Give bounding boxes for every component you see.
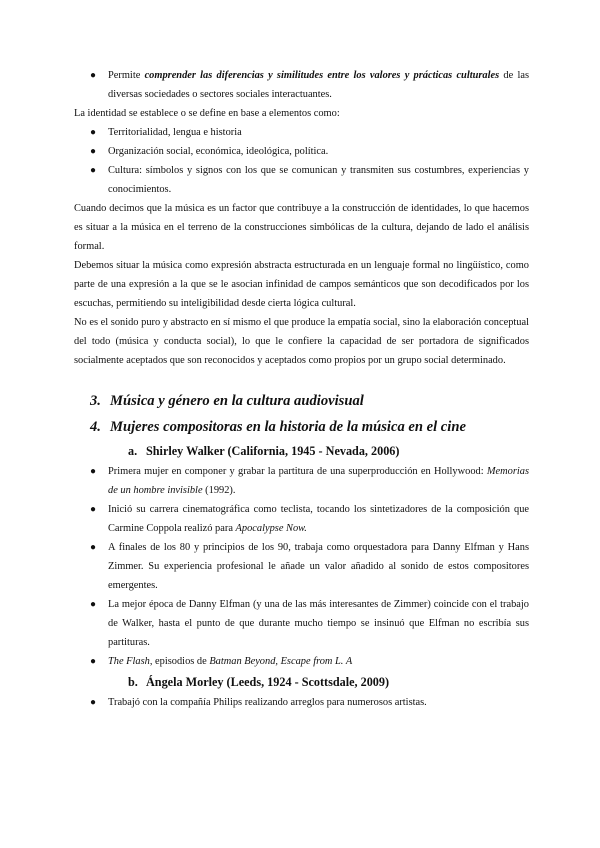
item-text: (1992). bbox=[202, 485, 236, 496]
list-item bbox=[74, 142, 529, 161]
spacer bbox=[74, 370, 529, 388]
subsection-letter: b. bbox=[128, 675, 138, 689]
film-title: Batman Beyond, Escape from L. A bbox=[209, 656, 353, 667]
list-item bbox=[74, 652, 529, 671]
paragraph: Cuando decimos que la música es un factor que contribuye a la construcción de identidades, lo que hacemos es situar a la música en el terreno de la construcciones simbólicas de la cultura, dejando de lado el análisis formal. bbox=[74, 203, 529, 252]
item-text: Inició su carrera cinematográfica como teclista, tocando los sintetizadores de la composición que Carmine Coppola realizó para bbox=[108, 504, 529, 534]
list-item bbox=[74, 123, 529, 142]
bullet-icon: ● bbox=[90, 599, 97, 610]
film-title: Memorias de un hombre invisible bbox=[108, 466, 529, 496]
list-item bbox=[74, 693, 529, 712]
bullet-icon: ● bbox=[90, 146, 97, 157]
heading-number: 4. bbox=[90, 419, 101, 435]
list-item bbox=[74, 66, 529, 104]
section-heading bbox=[74, 414, 529, 440]
subsection-heading bbox=[74, 671, 529, 693]
subsection-heading bbox=[74, 440, 529, 462]
list-item bbox=[74, 595, 529, 652]
paragraph: Debemos situar la música como expresión abstracta estructurada en un lenguaje formal no lingüístico, como parte de una expresión a la que se le asocian infinidad de campos semánticos que son decodificados por los escuchas, permitiendo su inteligibilidad desde cierta lógica cultural. bbox=[74, 260, 529, 309]
heading-text: Música y género en la cultura audiovisual bbox=[110, 393, 364, 409]
bullet-icon: ● bbox=[90, 165, 97, 176]
item-emphasis: comprender las diferencias y similitudes entre los valores y prácticas culturales bbox=[144, 70, 500, 81]
item-text: de las diversas sociedades o sectores sociales interactuantes. bbox=[108, 70, 530, 100]
film-title: Apocalypse Now. bbox=[235, 523, 307, 534]
item-text: Cultura: símbolos y signos con los que se comunican y transmiten sus costumbres, experiencias y conocimientos. bbox=[108, 165, 529, 195]
bullet-icon: ● bbox=[90, 542, 97, 553]
list-item bbox=[74, 462, 529, 500]
heading-text: Mujeres compositoras en la historia de la música en el cine bbox=[110, 419, 466, 435]
item-text: Primera mujer en componer y grabar la partitura de una superproducción en Hollywood: bbox=[108, 466, 487, 477]
heading-number: 3. bbox=[90, 393, 101, 409]
item-text: Trabajó con la compañía Philips realizando arreglos para numerosos artistas. bbox=[108, 697, 427, 708]
subsection-text: Shirley Walker (California, 1945 - Nevada, 2006) bbox=[146, 444, 400, 458]
section-heading bbox=[74, 388, 529, 414]
document-body bbox=[74, 66, 529, 712]
bullet-icon: ● bbox=[90, 466, 97, 477]
paragraph: No es el sonido puro y abstracto en sí mismo el que produce la empatía social, sino la elaboración conceptual del todo (música y conducta social), lo que le confiere la capacidad de ser portadora de significados socialmente aceptados que son reconocidos y aceptados como propios por un grupo social determinado. bbox=[74, 317, 529, 366]
item-text: La mejor época de Danny Elfman (y una de las más interesantes de Zimmer) coincide con el trabajo de Walker, hasta el punto de que durante mucho tiempo se insinuó que Elfman no escribía sus partituras. bbox=[108, 599, 529, 648]
bullet-icon: ● bbox=[90, 656, 97, 667]
list-item bbox=[74, 500, 529, 538]
subsection-letter: a. bbox=[128, 444, 138, 458]
bullet-icon: ● bbox=[90, 127, 97, 138]
item-text: Permite bbox=[108, 70, 145, 81]
bullet-icon: ● bbox=[90, 70, 97, 81]
bullet-icon: ● bbox=[90, 697, 97, 708]
item-text: , episodios de bbox=[149, 656, 210, 667]
item-text: A finales de los 80 y principios de los 90, trabaja como orquestadora para Danny Elfman y Hans Zimmer. Su experiencia profesional le añade un valor añadido al sonido de estos compositores emergentes. bbox=[108, 542, 529, 591]
item-text: Organización social, económica, ideológica, política. bbox=[108, 146, 329, 157]
identity-intro: La identidad se establece o se define en base a elementos como: bbox=[74, 108, 340, 119]
item-text: Territorialidad, lengua e historia bbox=[108, 127, 242, 138]
subsection-text: Ángela Morley (Leeds, 1924 - Scottsdale, 2009) bbox=[146, 675, 390, 689]
film-title: The Flash bbox=[108, 656, 150, 667]
bullet-icon: ● bbox=[90, 504, 97, 515]
list-item bbox=[74, 538, 529, 595]
list-item bbox=[74, 161, 529, 199]
